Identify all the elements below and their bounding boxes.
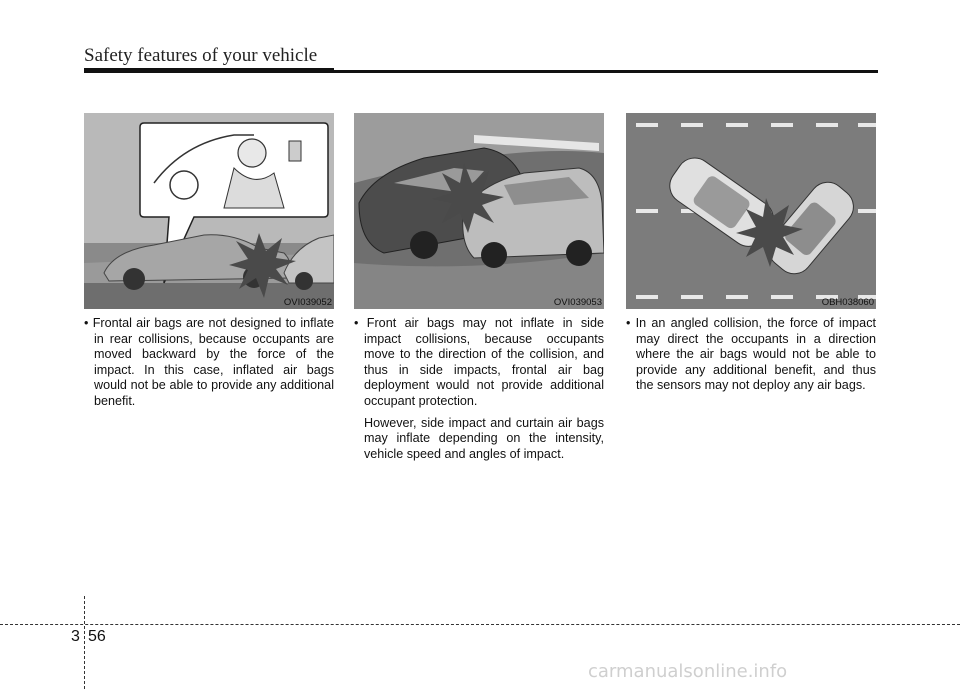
side-impact-illustration <box>354 113 604 309</box>
footer-rule <box>0 624 960 625</box>
column-angled-collision <box>626 316 876 400</box>
bullet-text: • Frontal air bags are not designed to inflate in rear collisions, because occupants are moved backward by the force of the impact. In this case, inflated air bags would not be able to provide any additional benefit. <box>84 316 334 408</box>
figure-code: OVI039053 <box>553 297 602 308</box>
page-number: 56 <box>88 628 106 645</box>
figure-code: OVI039052 <box>283 297 332 308</box>
bullet-text: • Front air bags may not inflate in side impact collisions, because occupants move to the direction of the collision, and thus in side impacts, frontal air bag deployment would not provide additional occupant protection. <box>354 316 604 408</box>
figure-rear-collision <box>84 113 334 309</box>
figure-code: OBH038060 <box>821 297 874 308</box>
chapter-number: 3 <box>71 628 80 645</box>
watermark: carmanualsonline.info <box>588 661 788 682</box>
figure-side-impact <box>354 113 604 309</box>
rear-collision-illustration <box>84 113 334 309</box>
continuation-text: However, side impact and curtain air bags may inflate depending on the intensity, vehicle speed and angles of impact. <box>364 415 604 461</box>
footer-divider <box>84 596 85 689</box>
figure-angled-collision <box>626 113 876 309</box>
bullet-text: • In an angled collision, the force of impact may direct the occupants in a direction where the air bags would not be able to provide any additional benefit, and thus the sensors may not deploy any air bags. <box>626 316 876 393</box>
header-rule-accent <box>84 68 334 73</box>
column-rear-collision <box>84 316 334 416</box>
page-header-title: Safety features of your vehicle <box>84 45 318 66</box>
angled-collision-illustration <box>626 113 876 309</box>
column-side-impact <box>354 316 604 468</box>
